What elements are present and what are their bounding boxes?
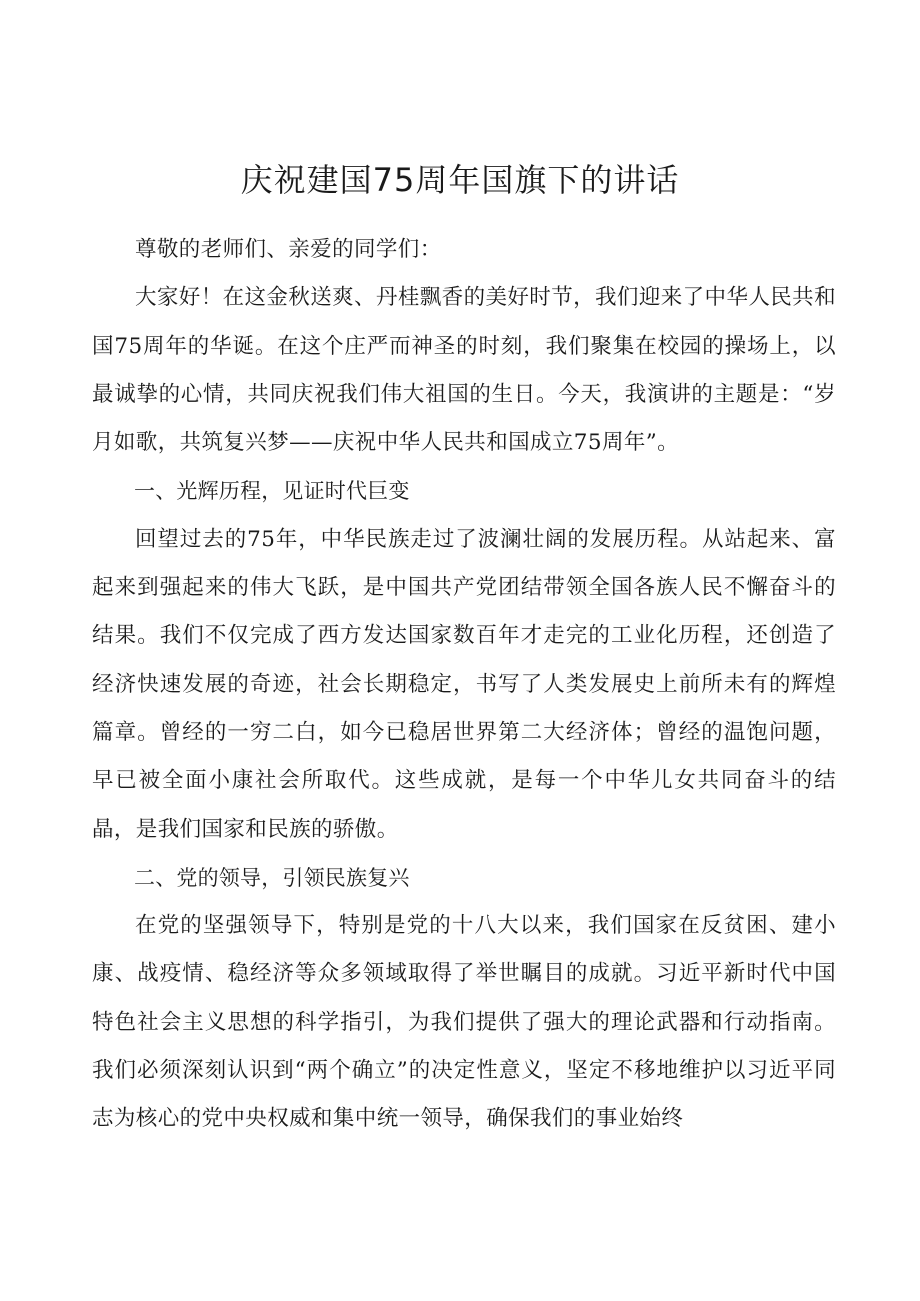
document-body: [92, 226, 836, 1144]
section-2-heading: 二、党的领导，引领民族复兴: [134, 865, 410, 890]
intro-paragraph: 大家好！在这金秋送爽、丹桂飘香的美好时节，我们迎来了中华人民共和国75周年的华诞。在这个庄严而神圣的时刻，我们聚集在校园的操场上，以最诚挚的心情，共同庆祝我们伟大祖国的生日。今天，我演讲的主题是：“岁月如歌，共筑复兴梦——庆祝中华人民共和国成立75周年”。: [92, 285, 836, 456]
section-2-paragraph: 在党的坚强领导下，特别是党的十八大以来，我们国家在反贫困、建小康、战疫情、稳经济等众多领域取得了举世瞩目的成就。习近平新时代中国特色社会主义思想的科学指引，为我们提供了强大的理论武器和行动指南。我们必须深刻认识到“两个确立”的决定性意义，坚定不移地维护以习近平同志为核心的党中央权威和集中统一领导，确保我们的事业始终: [92, 913, 836, 1132]
salutation: 尊敬的老师们、亲爱的同学们：: [135, 237, 442, 262]
section-1-heading: 一、光辉历程，见证时代巨变: [134, 479, 410, 504]
section-1-paragraph: 回望过去的75年，中华民族走过了波澜壮阔的发展历程。从站起来、富起来到强起来的伟大飞跃，是中国共产党团结带领全国各族人民不懈奋斗的结果。我们不仅完成了西方发达国家数百年才走完的工业化历程，还创造了经济快速发展的奇迹，社会长期稳定，书写了人类发展史上前所未有的辉煌篇章。曾经的一穷二白，如今已稳居世界第二大经济体；曾经的温饱问题，早已被全面小康社会所取代。这些成就，是每一个中华儿女共同奋斗的结晶，是我们国家和民族的骄傲。: [92, 526, 836, 842]
document-title: 庆祝建国75周年国旗下的讲话: [240, 161, 680, 199]
